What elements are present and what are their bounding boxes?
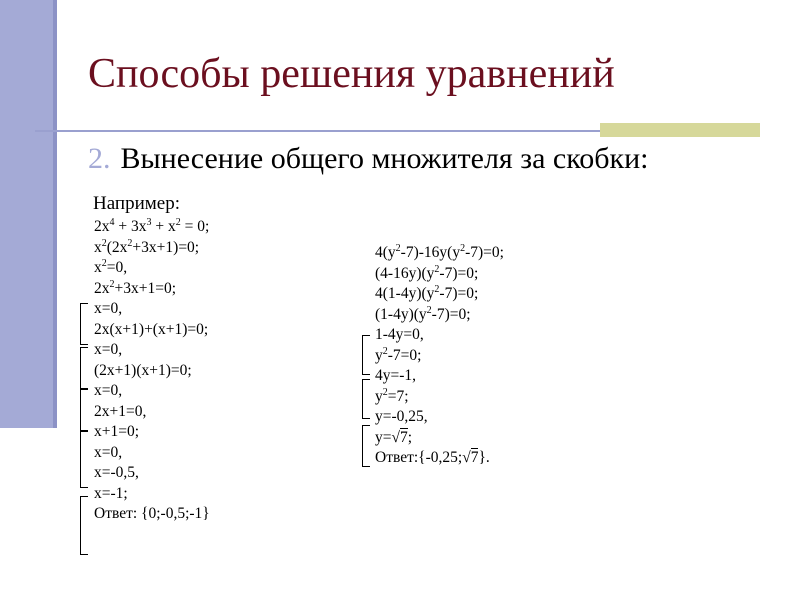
side-decoration-line <box>53 0 57 428</box>
equation-line <box>94 402 210 423</box>
equation-segment: +3x+1)=0; <box>132 238 200 256</box>
equation-line <box>375 243 504 264</box>
equation-segment: -7)-16y(y <box>400 244 461 261</box>
equation-segment: x=0, <box>94 341 123 358</box>
equation-line <box>375 428 504 449</box>
system-bracket <box>362 379 370 419</box>
equation-segment: 4(y <box>375 244 396 261</box>
equation-segment: x=-0,5, <box>94 464 139 481</box>
equation-segment: 4(1-4y)(y <box>375 285 435 302</box>
equation-segment: }. <box>478 449 490 466</box>
equation-segment: 2 <box>395 242 401 254</box>
equation-segment: 2 <box>382 386 388 398</box>
equation-line <box>94 279 210 300</box>
equation-segment: 2 <box>127 237 133 249</box>
system-bracket <box>80 347 88 389</box>
equation-segment: -7=0; <box>387 346 422 364</box>
equation-segment: 4y=-1, <box>375 367 417 384</box>
equation-segment: (2x+1)(x+1)=0; <box>94 361 192 379</box>
equation-segment: 7 <box>470 449 479 466</box>
equation-segment: (2x <box>106 238 128 256</box>
equation-segment: 2 <box>426 304 432 316</box>
equation-segment: =0, <box>106 259 128 276</box>
equation-line <box>94 361 210 382</box>
equation-segment: 2 <box>109 278 115 290</box>
equation-segment: 3 <box>146 216 152 228</box>
equation-segment: y <box>375 387 383 405</box>
system-bracket <box>80 303 88 345</box>
equation-segment: x=0, <box>94 382 123 399</box>
equation-segment: 2 <box>460 242 466 254</box>
subtitle <box>88 142 648 176</box>
equation-segment: -7)=0; <box>439 285 479 302</box>
equation-segment: Ответ: {0;-0,5;-1} <box>94 505 210 522</box>
system-bracket <box>80 389 88 431</box>
equation-line <box>375 366 504 387</box>
equation-segment: + 3x <box>114 218 147 235</box>
equation-line <box>94 484 210 505</box>
equation-segment: 2 <box>434 263 440 275</box>
equation-segment: x=0, <box>94 443 123 461</box>
equation-segment: 2 <box>101 257 107 269</box>
equation-line <box>94 299 210 320</box>
equation-line <box>94 340 210 361</box>
equation-segment: y <box>375 346 383 364</box>
equation-line <box>94 443 210 464</box>
equation-line <box>94 217 210 238</box>
equation-segment: 2 <box>434 283 440 295</box>
equation-segment: (1-4y)(y <box>375 305 427 323</box>
equation-segment: y=-0,25, <box>375 408 428 425</box>
equation-segment: 2 <box>101 237 107 249</box>
subtitle-number: 2. <box>88 142 111 175</box>
equation-segment: (4-16y)(y <box>375 264 435 282</box>
equation-segment: -7)=0; <box>431 305 471 323</box>
equation-segment: =7; <box>387 387 409 405</box>
equation-line <box>94 258 210 279</box>
equation-segment: 4 <box>109 216 115 228</box>
equation-line <box>94 422 210 443</box>
equation-line <box>375 284 504 305</box>
equation-line <box>375 448 504 469</box>
equation-line <box>94 381 210 402</box>
equation-segment: 1-4y=0, <box>375 326 424 343</box>
equation-line <box>375 387 504 408</box>
divider-accent <box>600 123 760 137</box>
left-solution <box>94 217 210 525</box>
equation-segment: +3x+1=0; <box>114 279 177 297</box>
equation-segment: y=√ <box>375 428 400 446</box>
system-bracket <box>362 335 370 375</box>
right-solution <box>375 243 504 469</box>
equation-line <box>94 238 210 259</box>
equation-line <box>375 346 504 367</box>
equation-segment: 2 <box>175 216 181 228</box>
equation-line <box>375 305 504 326</box>
system-bracket <box>80 431 88 488</box>
equation-segment: + x <box>151 218 176 235</box>
equation-segment: ; <box>407 428 413 446</box>
equation-segment: 7 <box>400 428 408 446</box>
equation-segment: 2x <box>94 279 110 297</box>
equation-line <box>94 504 210 525</box>
equation-line <box>375 264 504 285</box>
example-label: Например: <box>93 193 180 214</box>
equation-segment: = 0; <box>180 218 210 235</box>
equation-segment: x <box>94 259 102 276</box>
equation-segment: -7)=0; <box>465 244 504 261</box>
equation-segment: Ответ:{-0,25;√ <box>375 449 471 466</box>
equation-segment: 2x <box>94 218 110 235</box>
equation-line <box>375 325 504 346</box>
equation-segment: x=-1; <box>94 484 128 502</box>
system-bracket <box>80 496 88 555</box>
equation-line <box>94 463 210 484</box>
equation-line <box>375 407 504 428</box>
subtitle-text: Вынесение общего множителя за скобки: <box>120 142 649 175</box>
equation-segment: 2x(x+1)+(x+1)=0; <box>94 320 209 338</box>
equation-segment: x=0, <box>94 300 123 317</box>
side-decoration-bar <box>0 0 53 428</box>
equation-line <box>94 320 210 341</box>
equation-segment: 2 <box>382 345 388 357</box>
slide-title: Способы решения уравнений <box>88 51 615 97</box>
equation-segment: 2x+1=0, <box>94 402 147 420</box>
equation-segment: x <box>94 238 102 256</box>
system-bracket <box>362 425 370 467</box>
equation-segment: x+1=0; <box>94 423 140 440</box>
equation-segment: -7)=0; <box>439 264 479 282</box>
